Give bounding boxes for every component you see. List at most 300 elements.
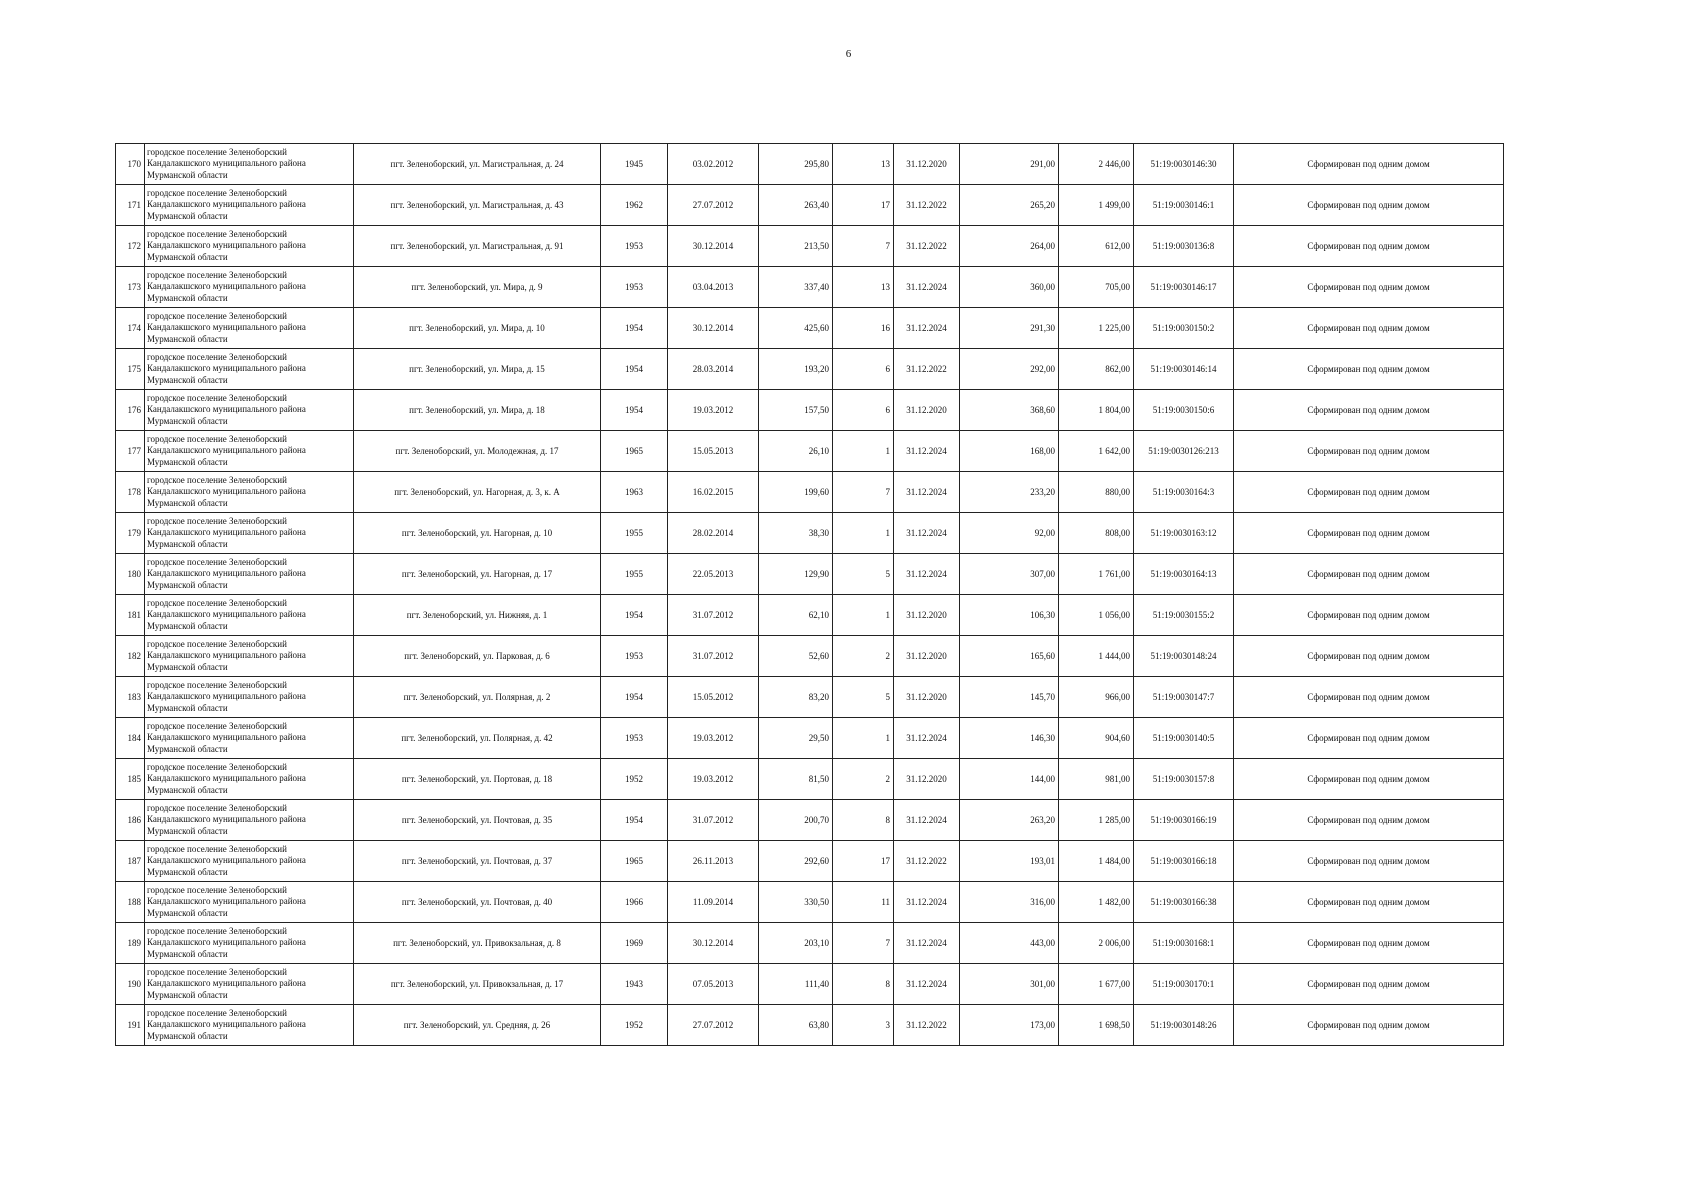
residents-cell: 1 — [833, 513, 894, 554]
recognition-date-cell: 19.03.2012 — [668, 759, 759, 800]
cost-cell: 1 225,00 — [1059, 308, 1134, 349]
address-cell: пгт. Зеленоборский, ул. Портовая, д. 18 — [354, 759, 601, 800]
recognition-date-cell: 07.05.2013 — [668, 964, 759, 1005]
area-cell: 425,60 — [759, 308, 833, 349]
municipality-cell — [145, 144, 354, 185]
municipality-cell — [145, 964, 354, 1005]
land-area-cell: 92,00 — [960, 513, 1059, 554]
area-cell: 81,50 — [759, 759, 833, 800]
municipality-line: Мурманской области — [147, 415, 228, 426]
municipality-line: городское поселение Зеленоборский — [147, 597, 287, 608]
recognition-date-cell: 27.07.2012 — [668, 185, 759, 226]
cadastral-number-cell: 51:19:0030126:213 — [1134, 431, 1234, 472]
year-built-cell: 1965 — [601, 841, 668, 882]
area-cell: 295,80 — [759, 144, 833, 185]
note-cell: Сформирован под одним домом — [1234, 800, 1504, 841]
municipality-line: городское поселение Зеленоборский — [147, 925, 287, 936]
municipality-line: городское поселение Зеленоборский — [147, 679, 287, 690]
municipality-cell — [145, 882, 354, 923]
residents-cell: 5 — [833, 554, 894, 595]
address-cell: пгт. Зеленоборский, ул. Привокзальная, д. 8 — [354, 923, 601, 964]
year-built-cell: 1952 — [601, 1005, 668, 1046]
municipality-cell — [145, 636, 354, 677]
municipality-line: городское поселение Зеленоборский — [147, 515, 287, 526]
municipality-line: Мурманской области — [147, 825, 228, 836]
land-area-cell: 291,30 — [960, 308, 1059, 349]
cost-cell: 1 444,00 — [1059, 636, 1134, 677]
land-area-cell: 360,00 — [960, 267, 1059, 308]
year-built-cell: 1955 — [601, 513, 668, 554]
row-number-cell: 188 — [116, 882, 145, 923]
row-number-cell: 181 — [116, 595, 145, 636]
municipality-line: Кандалакшского муниципального района — [147, 978, 306, 989]
deadline-date-cell: 31.12.2020 — [894, 636, 960, 677]
land-area-cell: 443,00 — [960, 923, 1059, 964]
residents-cell: 7 — [833, 923, 894, 964]
note-cell: Сформирован под одним домом — [1234, 431, 1504, 472]
residents-cell: 17 — [833, 841, 894, 882]
row-number-cell: 171 — [116, 185, 145, 226]
residents-cell: 7 — [833, 472, 894, 513]
note-cell: Сформирован под одним домом — [1234, 636, 1504, 677]
address-cell: пгт. Зеленоборский, ул. Нагорная, д. 3, к. А — [354, 472, 601, 513]
recognition-date-cell: 15.05.2013 — [668, 431, 759, 472]
municipality-line: Кандалакшского муниципального района — [147, 650, 306, 661]
municipality-cell — [145, 554, 354, 595]
cost-cell: 1 761,00 — [1059, 554, 1134, 595]
row-number-cell: 184 — [116, 718, 145, 759]
municipality-line: Кандалакшского муниципального района — [147, 855, 306, 866]
residents-cell: 1 — [833, 431, 894, 472]
row-number-cell: 177 — [116, 431, 145, 472]
land-area-cell: 265,20 — [960, 185, 1059, 226]
land-area-cell: 165,60 — [960, 636, 1059, 677]
municipality-cell — [145, 759, 354, 800]
land-area-cell: 106,30 — [960, 595, 1059, 636]
cadastral-number-cell: 51:19:0030146:17 — [1134, 267, 1234, 308]
municipality-line: городское поселение Зеленоборский — [147, 802, 287, 813]
area-cell: 111,40 — [759, 964, 833, 1005]
municipality-line: Мурманской области — [147, 907, 228, 918]
land-area-cell: 168,00 — [960, 431, 1059, 472]
area-cell: 129,90 — [759, 554, 833, 595]
cost-cell: 981,00 — [1059, 759, 1134, 800]
area-cell: 83,20 — [759, 677, 833, 718]
row-number-cell: 172 — [116, 226, 145, 267]
municipality-line: Кандалакшского муниципального района — [147, 527, 306, 538]
year-built-cell: 1965 — [601, 431, 668, 472]
table-row — [116, 267, 1504, 308]
residents-cell: 11 — [833, 882, 894, 923]
year-built-cell: 1954 — [601, 349, 668, 390]
municipality-line: городское поселение Зеленоборский — [147, 1007, 287, 1018]
deadline-date-cell: 31.12.2024 — [894, 882, 960, 923]
municipality-line: городское поселение Зеленоборский — [147, 720, 287, 731]
note-cell: Сформирован под одним домом — [1234, 185, 1504, 226]
year-built-cell: 1953 — [601, 718, 668, 759]
table-row — [116, 964, 1504, 1005]
municipality-line: Мурманской области — [147, 333, 228, 344]
table-row — [116, 390, 1504, 431]
municipality-line: городское поселение Зеленоборский — [147, 433, 287, 444]
note-cell: Сформирован под одним домом — [1234, 677, 1504, 718]
municipality-line: городское поселение Зеленоборский — [147, 146, 287, 157]
row-number-cell: 185 — [116, 759, 145, 800]
municipality-line: Кандалакшского муниципального района — [147, 937, 306, 948]
year-built-cell: 1954 — [601, 800, 668, 841]
table-row — [116, 841, 1504, 882]
deadline-date-cell: 31.12.2024 — [894, 267, 960, 308]
note-cell: Сформирован под одним домом — [1234, 718, 1504, 759]
table-row — [116, 308, 1504, 349]
deadline-date-cell: 31.12.2024 — [894, 513, 960, 554]
recognition-date-cell: 11.09.2014 — [668, 882, 759, 923]
address-cell: пгт. Зеленоборский, ул. Нагорная, д. 10 — [354, 513, 601, 554]
municipality-line: Кандалакшского муниципального района — [147, 199, 306, 210]
deadline-date-cell: 31.12.2022 — [894, 1005, 960, 1046]
cadastral-number-cell: 51:19:0030163:12 — [1134, 513, 1234, 554]
municipality-cell — [145, 1005, 354, 1046]
deadline-date-cell: 31.12.2020 — [894, 677, 960, 718]
municipality-line: городское поселение Зеленоборский — [147, 351, 287, 362]
recognition-date-cell: 22.05.2013 — [668, 554, 759, 595]
table-row — [116, 472, 1504, 513]
table-row — [116, 759, 1504, 800]
cadastral-number-cell: 51:19:0030168:1 — [1134, 923, 1234, 964]
municipality-line: Кандалакшского муниципального района — [147, 568, 306, 579]
municipality-line: Кандалакшского муниципального района — [147, 158, 306, 169]
municipality-line: Мурманской области — [147, 784, 228, 795]
area-cell: 292,60 — [759, 841, 833, 882]
note-cell: Сформирован под одним домом — [1234, 554, 1504, 595]
address-cell: пгт. Зеленоборский, ул. Почтовая, д. 37 — [354, 841, 601, 882]
recognition-date-cell: 03.02.2012 — [668, 144, 759, 185]
row-number-cell: 180 — [116, 554, 145, 595]
row-number-cell: 179 — [116, 513, 145, 554]
area-cell: 29,50 — [759, 718, 833, 759]
address-cell: пгт. Зеленоборский, ул. Привокзальная, д. 17 — [354, 964, 601, 1005]
municipality-line: городское поселение Зеленоборский — [147, 187, 287, 198]
area-cell: 203,10 — [759, 923, 833, 964]
cost-cell: 904,60 — [1059, 718, 1134, 759]
deadline-date-cell: 31.12.2022 — [894, 841, 960, 882]
year-built-cell: 1953 — [601, 226, 668, 267]
address-cell: пгт. Зеленоборский, ул. Магистральная, д. 24 — [354, 144, 601, 185]
cost-cell: 1 804,00 — [1059, 390, 1134, 431]
residents-cell: 1 — [833, 595, 894, 636]
deadline-date-cell: 31.12.2024 — [894, 472, 960, 513]
cadastral-number-cell: 51:19:0030166:18 — [1134, 841, 1234, 882]
note-cell: Сформирован под одним домом — [1234, 1005, 1504, 1046]
cadastral-number-cell: 51:19:0030166:38 — [1134, 882, 1234, 923]
row-number-cell: 189 — [116, 923, 145, 964]
year-built-cell: 1945 — [601, 144, 668, 185]
year-built-cell: 1963 — [601, 472, 668, 513]
municipality-cell — [145, 431, 354, 472]
municipality-line: Мурманской области — [147, 866, 228, 877]
recognition-date-cell: 16.02.2015 — [668, 472, 759, 513]
table-row — [116, 800, 1504, 841]
address-cell: пгт. Зеленоборский, ул. Почтовая, д. 35 — [354, 800, 601, 841]
residents-cell: 7 — [833, 226, 894, 267]
municipality-line: городское поселение Зеленоборский — [147, 638, 287, 649]
cost-cell: 1 677,00 — [1059, 964, 1134, 1005]
residents-cell: 5 — [833, 677, 894, 718]
row-number-cell: 182 — [116, 636, 145, 677]
cost-cell: 1 499,00 — [1059, 185, 1134, 226]
land-area-cell: 193,01 — [960, 841, 1059, 882]
area-cell: 157,50 — [759, 390, 833, 431]
note-cell: Сформирован под одним домом — [1234, 759, 1504, 800]
municipality-cell — [145, 677, 354, 718]
area-cell: 26,10 — [759, 431, 833, 472]
cost-cell: 2 006,00 — [1059, 923, 1134, 964]
cadastral-number-cell: 51:19:0030146:1 — [1134, 185, 1234, 226]
municipality-line: городское поселение Зеленоборский — [147, 392, 287, 403]
area-cell: 193,20 — [759, 349, 833, 390]
municipality-line: Мурманской области — [147, 1030, 228, 1041]
cost-cell: 808,00 — [1059, 513, 1134, 554]
municipality-line: Кандалакшского муниципального района — [147, 404, 306, 415]
area-cell: 330,50 — [759, 882, 833, 923]
residents-cell: 13 — [833, 267, 894, 308]
residents-cell: 13 — [833, 144, 894, 185]
cost-cell: 1 484,00 — [1059, 841, 1134, 882]
residents-cell: 3 — [833, 1005, 894, 1046]
note-cell: Сформирован под одним домом — [1234, 513, 1504, 554]
area-cell: 200,70 — [759, 800, 833, 841]
deadline-date-cell: 31.12.2024 — [894, 308, 960, 349]
recognition-date-cell: 31.07.2012 — [668, 800, 759, 841]
recognition-date-cell: 31.07.2012 — [668, 595, 759, 636]
cadastral-number-cell: 51:19:0030164:3 — [1134, 472, 1234, 513]
land-area-cell: 146,30 — [960, 718, 1059, 759]
municipality-line: Кандалакшского муниципального района — [147, 691, 306, 702]
municipality-line: городское поселение Зеленоборский — [147, 310, 287, 321]
municipality-line: Мурманской области — [147, 743, 228, 754]
municipality-cell — [145, 390, 354, 431]
cost-cell: 1 642,00 — [1059, 431, 1134, 472]
deadline-date-cell: 31.12.2024 — [894, 800, 960, 841]
municipality-line: Кандалакшского муниципального района — [147, 240, 306, 251]
recognition-date-cell: 30.12.2014 — [668, 923, 759, 964]
land-area-cell: 316,00 — [960, 882, 1059, 923]
municipality-cell — [145, 472, 354, 513]
cost-cell: 2 446,00 — [1059, 144, 1134, 185]
cadastral-number-cell: 51:19:0030146:30 — [1134, 144, 1234, 185]
address-cell: пгт. Зеленоборский, ул. Почтовая, д. 40 — [354, 882, 601, 923]
note-cell: Сформирован под одним домом — [1234, 226, 1504, 267]
area-cell: 263,40 — [759, 185, 833, 226]
land-area-cell: 368,60 — [960, 390, 1059, 431]
address-cell: пгт. Зеленоборский, ул. Магистральная, д. 43 — [354, 185, 601, 226]
area-cell: 38,30 — [759, 513, 833, 554]
note-cell: Сформирован под одним домом — [1234, 595, 1504, 636]
year-built-cell: 1954 — [601, 308, 668, 349]
municipality-line: городское поселение Зеленоборский — [147, 474, 287, 485]
page-number: 6 — [845, 48, 852, 60]
year-built-cell: 1953 — [601, 267, 668, 308]
residents-cell: 17 — [833, 185, 894, 226]
municipality-line: Мурманской области — [147, 374, 228, 385]
address-cell: пгт. Зеленоборский, ул. Полярная, д. 42 — [354, 718, 601, 759]
municipality-line: городское поселение Зеленоборский — [147, 843, 287, 854]
note-cell: Сформирован под одним домом — [1234, 144, 1504, 185]
recognition-date-cell: 15.05.2012 — [668, 677, 759, 718]
municipality-line: Кандалакшского муниципального района — [147, 281, 306, 292]
municipality-cell — [145, 349, 354, 390]
municipality-line: Мурманской области — [147, 702, 228, 713]
table-row — [116, 636, 1504, 677]
municipality-line: Кандалакшского муниципального района — [147, 773, 306, 784]
table-row — [116, 718, 1504, 759]
table-row — [116, 226, 1504, 267]
municipality-line: Кандалакшского муниципального района — [147, 896, 306, 907]
municipality-cell — [145, 185, 354, 226]
cadastral-number-cell: 51:19:0030148:24 — [1134, 636, 1234, 677]
deadline-date-cell: 31.12.2024 — [894, 431, 960, 472]
table-row — [116, 923, 1504, 964]
table-row — [116, 144, 1504, 185]
municipality-cell — [145, 595, 354, 636]
deadline-date-cell: 31.12.2024 — [894, 964, 960, 1005]
recognition-date-cell: 26.11.2013 — [668, 841, 759, 882]
municipality-line: Мурманской области — [147, 948, 228, 959]
year-built-cell: 1943 — [601, 964, 668, 1005]
land-area-cell: 264,00 — [960, 226, 1059, 267]
table-row — [116, 677, 1504, 718]
municipality-cell — [145, 308, 354, 349]
address-cell: пгт. Зеленоборский, ул. Мира, д. 15 — [354, 349, 601, 390]
note-cell: Сформирован под одним домом — [1234, 390, 1504, 431]
deadline-date-cell: 31.12.2022 — [894, 226, 960, 267]
note-cell: Сформирован под одним домом — [1234, 472, 1504, 513]
address-cell: пгт. Зеленоборский, ул. Нижняя, д. 1 — [354, 595, 601, 636]
year-built-cell: 1952 — [601, 759, 668, 800]
municipality-line: Кандалакшского муниципального района — [147, 445, 306, 456]
municipality-line: городское поселение Зеленоборский — [147, 228, 287, 239]
municipality-cell — [145, 800, 354, 841]
land-area-cell: 263,20 — [960, 800, 1059, 841]
note-cell: Сформирован под одним домом — [1234, 882, 1504, 923]
municipality-line: Кандалакшского муниципального района — [147, 814, 306, 825]
recognition-date-cell: 30.12.2014 — [668, 308, 759, 349]
municipality-line: Мурманской области — [147, 456, 228, 467]
year-built-cell: 1969 — [601, 923, 668, 964]
cost-cell: 880,00 — [1059, 472, 1134, 513]
land-area-cell: 301,00 — [960, 964, 1059, 1005]
residents-cell: 16 — [833, 308, 894, 349]
row-number-cell: 174 — [116, 308, 145, 349]
year-built-cell: 1962 — [601, 185, 668, 226]
cadastral-number-cell: 51:19:0030164:13 — [1134, 554, 1234, 595]
housing-registry-table — [115, 143, 1504, 1046]
residents-cell: 8 — [833, 964, 894, 1005]
cadastral-number-cell: 51:19:0030147:7 — [1134, 677, 1234, 718]
year-built-cell: 1953 — [601, 636, 668, 677]
municipality-line: городское поселение Зеленоборский — [147, 884, 287, 895]
table-row — [116, 185, 1504, 226]
land-area-cell: 233,20 — [960, 472, 1059, 513]
address-cell: пгт. Зеленоборский, ул. Мира, д. 18 — [354, 390, 601, 431]
deadline-date-cell: 31.12.2024 — [894, 718, 960, 759]
cadastral-number-cell: 51:19:0030136:8 — [1134, 226, 1234, 267]
municipality-line: Мурманской области — [147, 661, 228, 672]
deadline-date-cell: 31.12.2020 — [894, 595, 960, 636]
municipality-cell — [145, 267, 354, 308]
residents-cell: 6 — [833, 390, 894, 431]
cadastral-number-cell: 51:19:0030146:14 — [1134, 349, 1234, 390]
deadline-date-cell: 31.12.2020 — [894, 144, 960, 185]
table-row — [116, 554, 1504, 595]
deadline-date-cell: 31.12.2024 — [894, 923, 960, 964]
year-built-cell: 1954 — [601, 677, 668, 718]
recognition-date-cell: 31.07.2012 — [668, 636, 759, 677]
municipality-line: Кандалакшского муниципального района — [147, 609, 306, 620]
address-cell: пгт. Зеленоборский, ул. Мира, д. 10 — [354, 308, 601, 349]
row-number-cell: 173 — [116, 267, 145, 308]
cadastral-number-cell: 51:19:0030166:19 — [1134, 800, 1234, 841]
year-built-cell: 1954 — [601, 390, 668, 431]
municipality-line: Кандалакшского муниципального района — [147, 1019, 306, 1030]
cost-cell: 1 056,00 — [1059, 595, 1134, 636]
municipality-line: Мурманской области — [147, 210, 228, 221]
municipality-line: городское поселение Зеленоборский — [147, 556, 287, 567]
residents-cell: 6 — [833, 349, 894, 390]
table-row — [116, 882, 1504, 923]
table-row — [116, 349, 1504, 390]
address-cell: пгт. Зеленоборский, ул. Мира, д. 9 — [354, 267, 601, 308]
municipality-line: Кандалакшского муниципального района — [147, 322, 306, 333]
table-row — [116, 595, 1504, 636]
cost-cell: 1 285,00 — [1059, 800, 1134, 841]
deadline-date-cell: 31.12.2022 — [894, 349, 960, 390]
municipality-line: Кандалакшского муниципального района — [147, 363, 306, 374]
land-area-cell: 307,00 — [960, 554, 1059, 595]
cadastral-number-cell: 51:19:0030155:2 — [1134, 595, 1234, 636]
address-cell: пгт. Зеленоборский, ул. Молодежная, д. 17 — [354, 431, 601, 472]
deadline-date-cell: 31.12.2020 — [894, 759, 960, 800]
recognition-date-cell: 19.03.2012 — [668, 390, 759, 431]
municipality-cell — [145, 718, 354, 759]
address-cell: пгт. Зеленоборский, ул. Парковая, д. 6 — [354, 636, 601, 677]
municipality-line: Кандалакшского муниципального района — [147, 732, 306, 743]
row-number-cell: 183 — [116, 677, 145, 718]
note-cell: Сформирован под одним домом — [1234, 923, 1504, 964]
row-number-cell: 190 — [116, 964, 145, 1005]
address-cell: пгт. Зеленоборский, ул. Магистральная, д. 91 — [354, 226, 601, 267]
recognition-date-cell: 19.03.2012 — [668, 718, 759, 759]
land-area-cell: 291,00 — [960, 144, 1059, 185]
cadastral-number-cell: 51:19:0030140:5 — [1134, 718, 1234, 759]
municipality-line: Мурманской области — [147, 538, 228, 549]
table-row — [116, 513, 1504, 554]
area-cell: 213,50 — [759, 226, 833, 267]
year-built-cell: 1966 — [601, 882, 668, 923]
municipality-cell — [145, 513, 354, 554]
residents-cell: 8 — [833, 800, 894, 841]
deadline-date-cell: 31.12.2020 — [894, 390, 960, 431]
note-cell: Сформирован под одним домом — [1234, 964, 1504, 1005]
row-number-cell: 186 — [116, 800, 145, 841]
address-cell: пгт. Зеленоборский, ул. Полярная, д. 2 — [354, 677, 601, 718]
row-number-cell: 178 — [116, 472, 145, 513]
cadastral-number-cell: 51:19:0030150:2 — [1134, 308, 1234, 349]
cost-cell: 705,00 — [1059, 267, 1134, 308]
row-number-cell: 170 — [116, 144, 145, 185]
residents-cell: 2 — [833, 759, 894, 800]
recognition-date-cell: 27.07.2012 — [668, 1005, 759, 1046]
